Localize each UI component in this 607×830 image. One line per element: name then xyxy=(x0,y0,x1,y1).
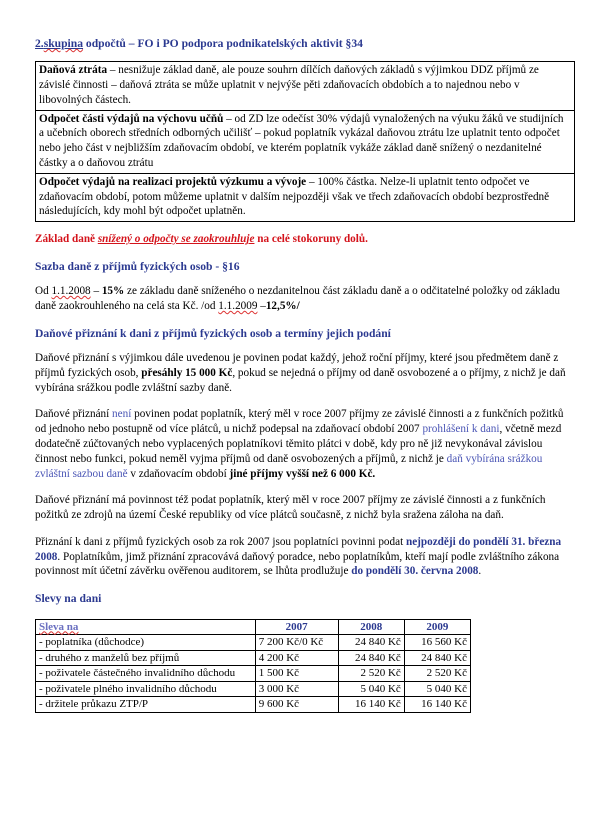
p1-c: , pokud se nejedná o příjmy od daně osvobozené a o příjmy, z nichž je daň vybírána srážkou podle zvláštní sazby daně. xyxy=(35,366,566,394)
slevy-label: - poživatele plného invalidního důchodu xyxy=(36,681,256,697)
rate-125: 12,5%/ xyxy=(265,299,300,312)
p4-a: Přiznání k dani z příjmů fyzických osob za rok 2007 jsou poplatníci povinni podat xyxy=(35,535,406,548)
slevy-label: - držitele průkazu ZTP/P xyxy=(36,697,256,713)
slevy-2007: 9 600 Kč xyxy=(255,697,338,713)
paragraph-3: Daňové přiznání má povinnost též podat poplatník, který měl v roce 2007 příjmy ze závislé činnosti a z funkčních požitků ze zdrojů na území České republiky od více plátců současně, z nichž byla sražena záloha na daň. xyxy=(35,494,546,522)
link-neni[interactable]: není xyxy=(112,408,132,421)
slevy-2007: 7 200 Kč/0 Kč xyxy=(255,635,338,651)
slevy-2009: 2 520 Kč xyxy=(404,666,470,682)
slevy-2008: 5 040 Kč xyxy=(338,681,404,697)
document-page xyxy=(35,36,575,713)
box-cell xyxy=(36,173,575,221)
box-text: – 100% částka. Nelze-li uplatnit tento odpočet ve zdaňovacím období, potom můžeme uplatnit v dalším nejpozději však ve třech zdaňovacích období bezprostředně následujících, kdy mohl být odpočet uplatněn. xyxy=(39,175,550,218)
red-b: snížený o odpočty se zaokrouhluje xyxy=(97,233,255,246)
table-row xyxy=(36,635,471,651)
red-note xyxy=(35,232,575,247)
table-row xyxy=(36,650,471,666)
slevy-2008: 2 520 Kč xyxy=(338,666,404,682)
slevy-label: - poživatele částečného invalidního důchodu xyxy=(36,666,256,682)
table-row xyxy=(36,697,471,713)
slevy-2009: 16 140 Kč xyxy=(404,697,470,713)
red-a: Základ daně xyxy=(35,233,98,246)
box-row-ucni xyxy=(36,110,575,173)
slevy-head-2008: 2008 xyxy=(338,619,404,635)
p2-d: v zdaňovacím období xyxy=(127,467,230,480)
paragraph-2 xyxy=(35,407,575,481)
p2-c: , včetně mezd dodatečně zúčtovaných nebo vyplacených poplatníkovi těmito plátci v době, kdy pro ně již nevykonával závislou činnost nebo funkci, pokud neměl vyjma příjmů od daně osvobozených a příjmů, z nichž je xyxy=(35,423,562,465)
slevy-2009: 5 040 Kč xyxy=(404,681,470,697)
box-cell xyxy=(36,62,575,110)
sazba-d: ze základu daně sníženého o nezdanitelnou část základu daně a o odčitatelné položky od základu daně zaokrouhleného na celá sta Kč. /od xyxy=(35,285,561,312)
p2-b: povinen podat poplatník, který měl v roce 2007 příjmy ze závislé činnosti a z funkčních požitků od jednoho nebo postupně od více plátců, u nichž podepsal na zdaňovací období 2007 xyxy=(35,408,564,436)
slevy-2008: 24 840 Kč xyxy=(338,635,404,651)
p4-c: . Poplatníkům, jimž přiznání zpracovává daňový poradce, nebo poplatníkům, kteří mají podle zvláštního zákona povinnost mít účetní závěrku ověřenou auditorem, se lhůta prodlužuje xyxy=(35,550,560,578)
slevy-2008: 24 840 Kč xyxy=(338,650,404,666)
slevy-2009: 16 560 Kč xyxy=(404,635,470,651)
heading-sazba: Sazba daně z příjmů fyzických osob - §16 xyxy=(35,259,240,273)
p2-a: Daňové přiznání xyxy=(35,408,113,421)
heading-priznani: Daňové přiznání k dani z příjmů fyzických osob a termíny jejich podání xyxy=(35,326,391,340)
sazba-paragraph xyxy=(35,284,575,314)
date-2008: 1.1.2008 xyxy=(51,285,91,298)
link-prohlaseni[interactable]: prohlášení k dani xyxy=(422,423,500,436)
paragraph-1 xyxy=(35,351,575,395)
sazba-e: – xyxy=(257,299,266,312)
box-text: – od ZD lze odečíst 30% výdajů vynaložených na výuku žáků ve studijních a učebních oborech středních odborných učilišť – pokud poplatník vykázal daňovou ztrátu lze uplatnit tento odpočet nebo jeho část v nejbližším zdaňovacím období, ve kterém poplatník vykáže základ daně snížený o nezdanitelné částky a o daňovou ztrátu xyxy=(39,112,564,169)
slevy-header-row xyxy=(36,619,471,635)
slevy-2007: 3 000 Kč xyxy=(255,681,338,697)
deadline-march: nejpozději do pondělí 31. března 2008 xyxy=(35,535,562,563)
box-cell xyxy=(36,110,575,173)
slevy-head-label xyxy=(36,619,256,635)
link-srazka[interactable]: daň vybírána srážkou zvláštní sazbou daně xyxy=(35,452,543,480)
slevy-head-2009: 2009 xyxy=(404,619,470,635)
slevy-label: - poplatníka (důchodce) xyxy=(36,635,256,651)
odpocty-box xyxy=(35,61,575,222)
slevy-2007: 1 500 Kč xyxy=(255,666,338,682)
red-c: na celé stokoruny dolů. xyxy=(254,233,368,246)
heading-rest: odpočtů – FO i PO podpora podnikatelských aktivit §34 xyxy=(83,37,363,50)
box-row-vyzkum xyxy=(36,173,575,221)
p1-b: přesáhly 15 000 Kč xyxy=(141,366,233,379)
box-row-ztrata xyxy=(36,62,575,110)
heading-skupina: skupina xyxy=(43,37,84,50)
sazba-b: – xyxy=(90,285,102,298)
slevy-head-2007: 2007 xyxy=(255,619,338,635)
paragraph-4 xyxy=(35,535,575,579)
heading-odpocty xyxy=(35,36,575,51)
date-2009: 1.1.2009 xyxy=(218,299,258,312)
heading-slevy: Slevy na dani xyxy=(35,592,102,606)
p2-e: jiné příjmy vyšší než 6 000 Kč. xyxy=(229,467,376,480)
p4-e: . xyxy=(478,565,482,578)
heading-num: 2. xyxy=(35,37,44,50)
box-text: – nesnižuje základ daně, ale pouze souhrn dílčích daňových základů s výjimkou DDZ příjmů ze závislé činnosti – daňová ztráta se může uplatnit v nejvýše pěti zdaňovacích obdobích a to najednou nebo v libovolných částech. xyxy=(39,64,539,106)
slevy-2009: 24 840 Kč xyxy=(404,650,470,666)
rate-15: 15% xyxy=(101,285,125,298)
deadline-june: do pondělí 30. června 2008 xyxy=(351,565,479,578)
p1-a: Daňové přiznání s výjimkou dále uvedenou je povinen podat každý, jehož roční příjmy, které jsou předmětem daně z příjmů fyzických osob, xyxy=(35,352,559,379)
table-row xyxy=(36,666,471,682)
slevy-2007: 4 200 Kč xyxy=(255,650,338,666)
box-term: Odpočet části výdajů na výchovu učňů xyxy=(39,112,224,125)
slevy-table xyxy=(35,619,471,713)
box-term: Daňová ztráta xyxy=(39,64,108,77)
table-row xyxy=(36,681,471,697)
slevy-head-text: Sleva na xyxy=(39,620,79,633)
slevy-2008: 16 140 Kč xyxy=(338,697,404,713)
sazba-a: Od xyxy=(35,285,52,298)
box-term: Odpočet výdajů na realizaci projektů výzkumu a vývoje xyxy=(39,175,307,188)
slevy-label: - druhého z manželů bez příjmů xyxy=(36,650,256,666)
